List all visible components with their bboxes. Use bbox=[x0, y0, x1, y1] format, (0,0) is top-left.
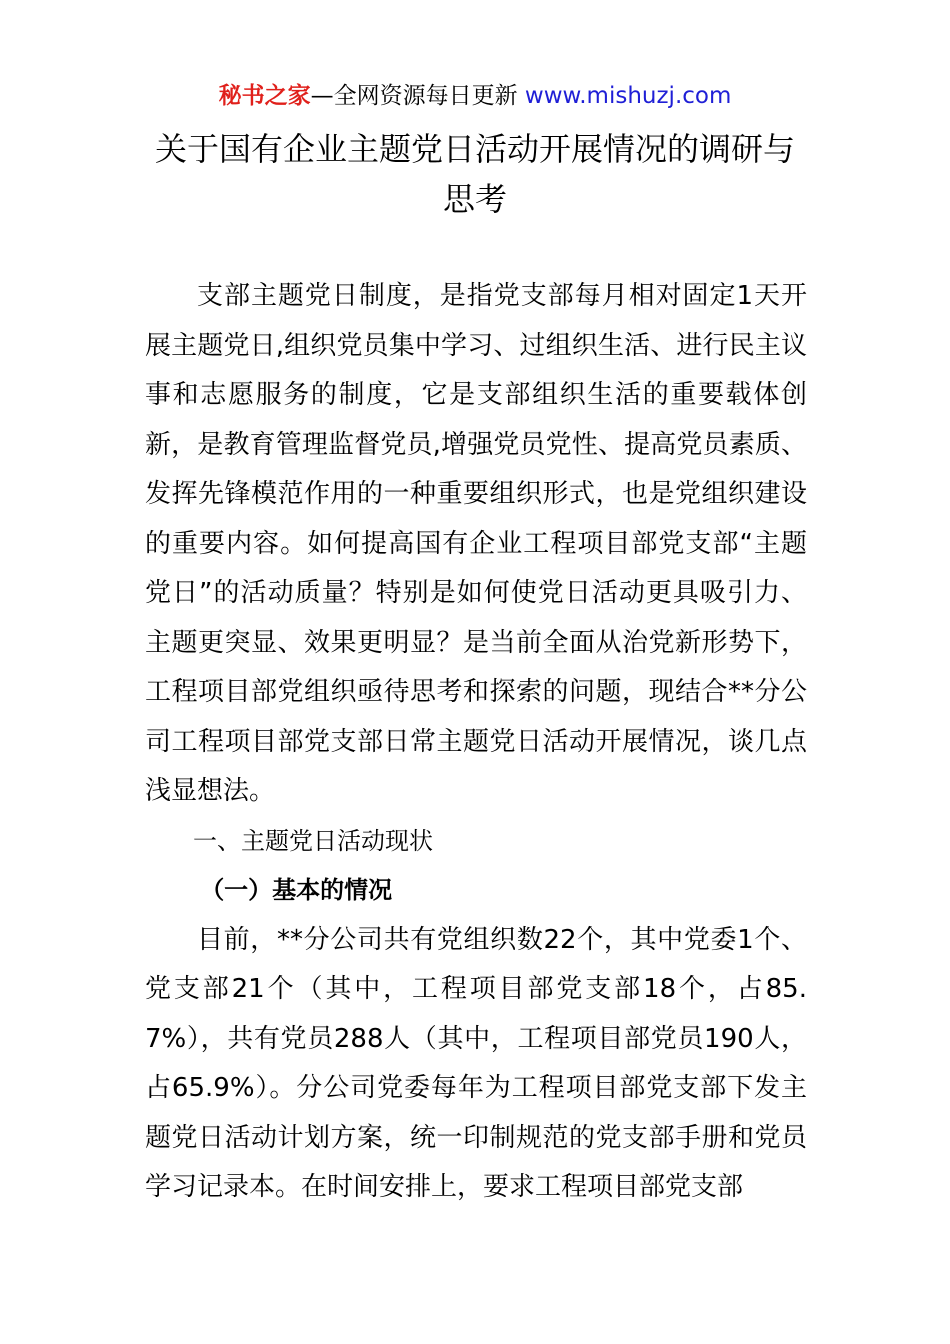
intro-paragraph: 支部主题党日制度，是指党支部每月相对固定1天开展主题党日,组织党员集中学习、过组织生活、进行民主议事和志愿服务的制度，它是支部组织生活的重要载体创新，是教育管理监督党员,增强党员党性、提高党员素质、发挥先锋模范作用的一种重要组织形式，也是党组织建设的重要内容。如何提高国有企业工程项目部党支部“主题党日”的活动质量？特别是如何使党日活动更具吸引力、主题更突显、效果更明显？是当前全面从治党新形势下，工程项目部党组织亟待思考和探索的问题，现结合**分公司工程项目部党支部日常主题党日活动开展情况，谈几点浅显想法。 bbox=[145, 281, 807, 806]
document-body bbox=[145, 272, 807, 1213]
body-paragraph: 目前，**分公司共有党组织数22个，其中党委1个、党支部21个（其中，工程项目部党支部18个，占85.7%），共有党员288人（其中，工程项目部党员190人，占65.9%）。分公司党委每年为工程项目部党支部下发主题党日活动计划方案，统一印制规范的党支部手册和党员学习记录本。在时间安排上，要求工程项目部党支部 bbox=[145, 924, 807, 1202]
site-url-link[interactable]: www.mishuzj.com bbox=[524, 83, 732, 109]
document-title: 关于国有企业主题党日活动开展情况的调研与思考 bbox=[154, 130, 795, 218]
section-heading: 一、主题党日活动现状 bbox=[193, 826, 433, 855]
subsection-heading: （一）基本的情况 bbox=[200, 876, 393, 904]
site-header bbox=[0, 80, 950, 112]
site-tagline: —全网资源每日更新 bbox=[310, 83, 525, 109]
site-brand: 秘书之家 bbox=[218, 83, 311, 109]
